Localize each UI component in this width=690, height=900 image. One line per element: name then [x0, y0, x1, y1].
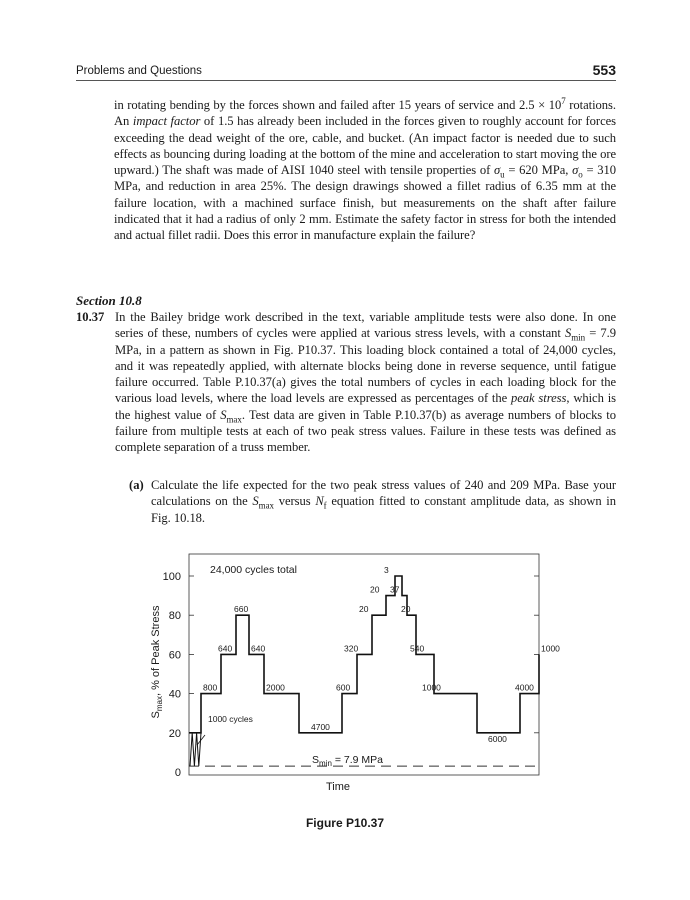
cycle-label: 640: [218, 643, 233, 654]
initial-cycles-label: 1000 cycles: [208, 714, 253, 724]
cycle-label: 660: [234, 604, 249, 615]
section-heading: Section 10.8: [76, 293, 142, 308]
cycle-label: 6000: [488, 733, 507, 744]
y-tick-label-60: 60: [168, 649, 181, 662]
running-head-title: Problems and Questions: [76, 65, 202, 77]
cycle-zigzag: [190, 733, 201, 766]
figure-caption: Figure P10.37: [305, 816, 385, 830]
cycle-label: 320: [344, 643, 359, 654]
y-tick-label-100: 100: [162, 571, 181, 583]
cycle-label: 20: [370, 584, 380, 595]
y-axis-label: $S_{max}$, % of Peak Stress: [150, 605, 164, 719]
cycle-label: 3: [384, 565, 389, 575]
y-tick-label-0: 0: [174, 767, 181, 779]
part-a-label: (a): [129, 478, 144, 492]
y-axis: [163, 571, 539, 779]
cycle-label: 640: [251, 643, 266, 654]
page-number: 553: [592, 62, 616, 78]
cycle-label: 20: [401, 604, 411, 615]
problem-text: In the Bailey bridge work described in the text, variable amplitude tests were also done. In one series of these, numbers of cycles were applied at various stress levels, with a constant $S_{min} = 7.9$ MPa, in a pattern as shown in Fig. P10.37. This loading block contained a total of 24,000 cycles, and it was repeatedly applied, with alternate blocks being done in reverse sequence, until fatigue failure occurred. Table P.10.37(a) gives the total numbers of cycles in each loading block for the various load levels, where the load levels are expressed as percentages of the peak stress, which is the highest value of $S_{max}$. Test data are given in Table P.10.37(b) as average numbers of blocks to failure from multiple tests at each of two peak stress values. Failure in these tests was defined as complete separation of a truss member.: [115, 310, 616, 455]
plot-frame: [189, 554, 539, 775]
cycle-label: 4700: [311, 721, 330, 732]
cycle-label: 540: [410, 643, 425, 654]
y-tick-label-80: 80: [168, 610, 181, 623]
cycle-label: 1000: [422, 682, 441, 693]
cycle-label: 800: [203, 682, 218, 693]
cycle-label: 1000: [541, 643, 560, 654]
cycle-label: 37: [390, 584, 400, 595]
y-tick-label-20: 20: [168, 727, 181, 740]
cycle-label: 20: [359, 604, 369, 615]
cycle-label: 2000: [266, 682, 285, 693]
cycle-label: 600: [336, 682, 351, 693]
chart-title: 24,000 cycles total: [210, 564, 297, 576]
stress-step-line: [189, 576, 539, 733]
y-tick-label-40: 40: [168, 688, 181, 701]
part-a-text: Calculate the life expected for the two peak stress values of 240 and 209 MPa. Base your calculations on the $S_{max}$ versus $N_f$ equation fitted to constant amplitude data, as shown in Fig. 10.18.: [151, 478, 617, 525]
smin-label: $S_{min} = 7.9$ MPa: [312, 754, 383, 768]
problem-number: 10.37: [76, 310, 105, 324]
cycle-label: 4000: [515, 682, 534, 693]
continued-problem-text: in rotating bending by the forces shown and failed after 15 years of service and $2.5 \times 10^7$ rotations. An impact factor of 1.5 has already been included in the forces given to roughly account for forces exceeding the dead weight of the ore, cable, and bucket. (An impact factor is needed due to such effects as bouncing during loading at the bottom of the mine and acceleration to start moving the ore upward.) The shaft was made of AISI 1040 steel with tensile properties of $\sigma_u = 620$ MPa, $\sigma_o = 310$ MPa, and reduction in area 25%. The design drawings showed a fillet radius of 6.35 mm at the failure location, with a machined surface finish, but measurements on the shaft after failure indicated that it had a radius of only 2 mm. Estimate the safety factor in stress for both the intended and actual fillet radii. Does this error in manufacture explain the failure?: [114, 95, 616, 243]
x-axis-label: Time: [325, 781, 351, 793]
